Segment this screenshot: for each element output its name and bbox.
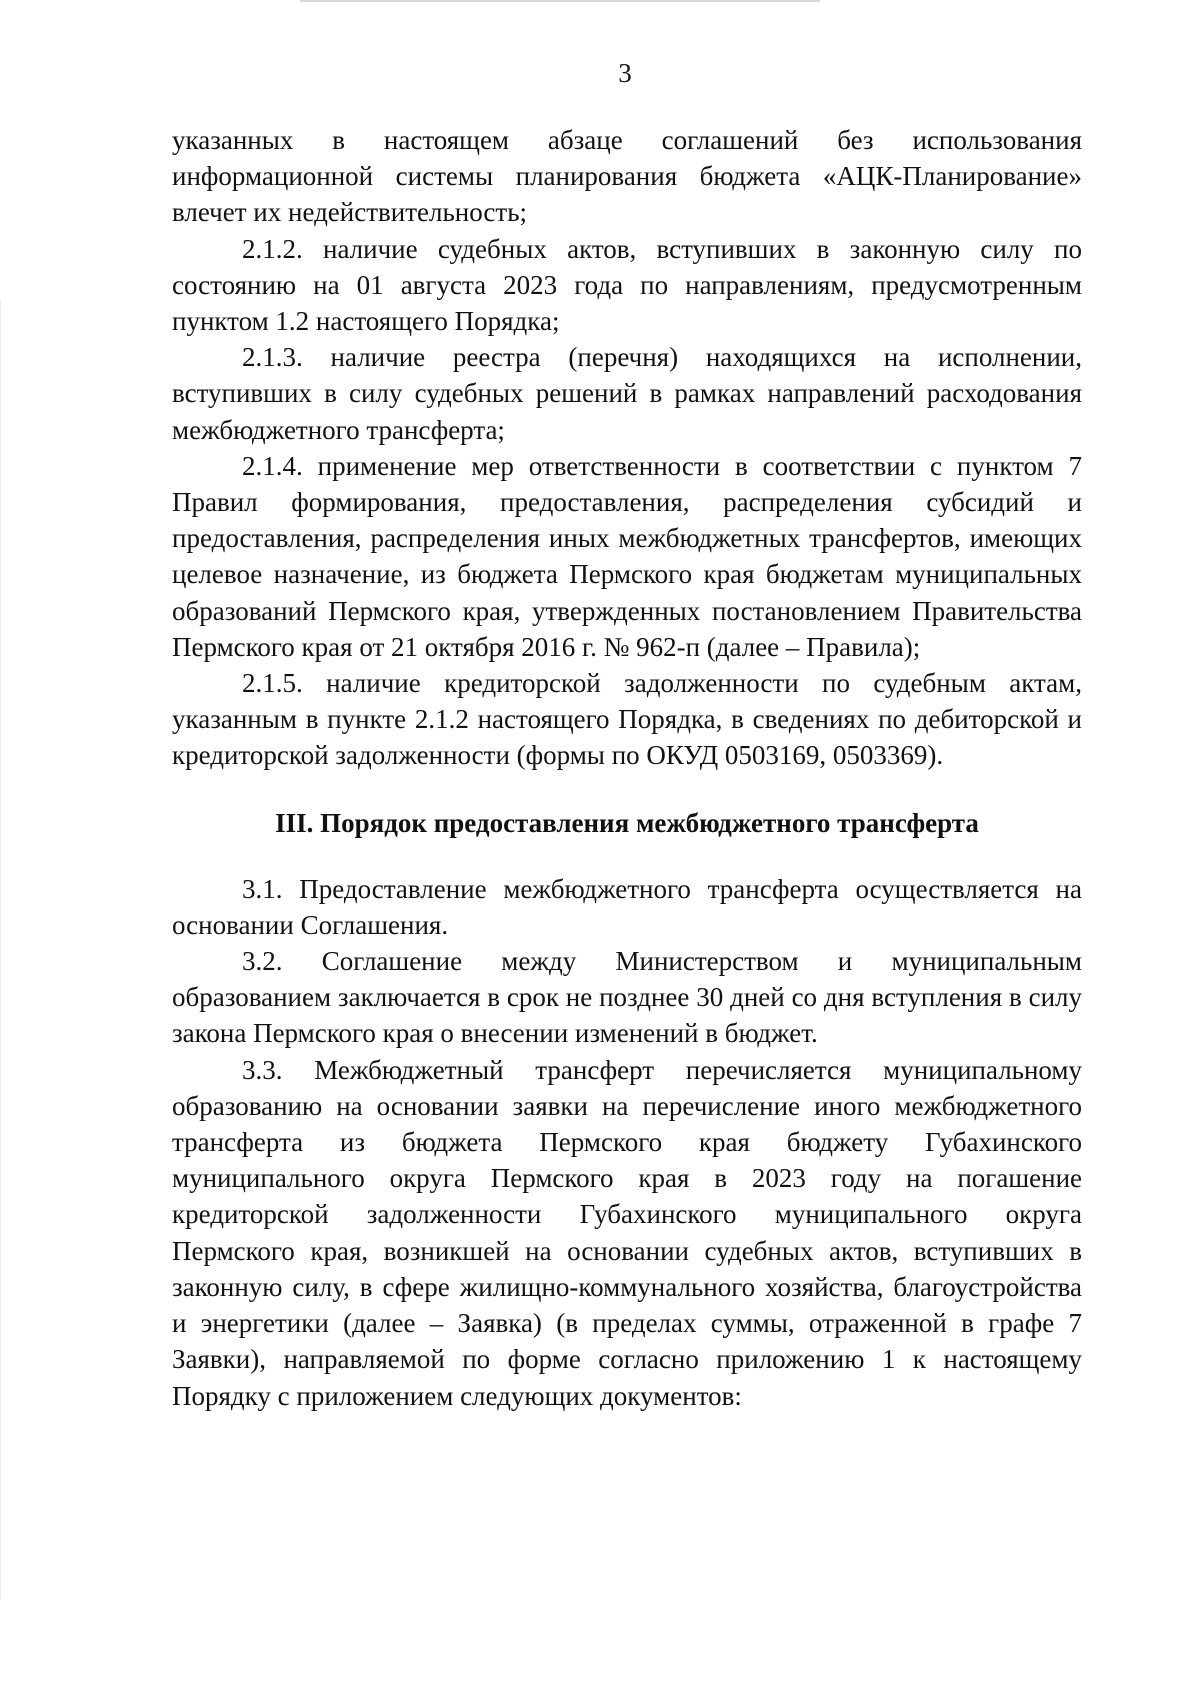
paragraph-2-1-5: 2.1.5. наличие кредиторской задолженности по судебным актам, указанным в пункте 2.1.2 настоящего Порядка, в сведениях по дебиторской и кредиторской задолженности (формы по ОКУД 0503169, 0503369).	[172, 668, 1082, 771]
paragraph-2-1-4: 2.1.4. применение мер ответственности в соответствии с пунктом 7 Правил формирования, предоставления, распределения субсидий и предоставления, распределения иных межбюджетных трансфертов, имеющих целевое назначение, из бюджета Пермского края бюджетам муниципальных образований Пермского края, утвержденных постановлением Правительства Пермского края от 21 октября 2016 г. № 962-п (далее – Правила);	[172, 450, 1082, 662]
scan-edge-top	[300, 0, 820, 2]
paragraph-3-3: 3.3. Межбюджетный трансферт перечисляется муниципальному образованию на основании заявки на перечисление иного межбюджетного трансферта из бюджета Пермского края бюджету Губахинского муниципального округа Пермского края в 2023 году на погашение кредиторской задолженности Губахинского муниципального округа Пермского края, возникшей на основании судебных актов, вступивших в законную силу, в сфере жилищно-коммунального хозяйства, благоустройства и энергетики (далее – Заявка) (в пределах суммы, отраженной в графе 7 Заявки), направляемой по форме согласно приложению 1 к настоящему Порядку с приложением следующих документов:	[172, 1054, 1082, 1411]
paragraph-2-1-2: 2.1.2. наличие судебных актов, вступивших в законную силу по состоянию на 01 августа 2023 года по направлениям, предусмотренным пунктом 1.2 настоящего Порядка;	[172, 233, 1082, 337]
scan-edge-left	[0, 300, 1, 1600]
paragraph-continuation: указанных в настоящем абзаце соглашений без использования информационной системы планирования бюджета «АЦК-Планирование» влечет их недействительность;	[172, 125, 1082, 228]
paragraph-3-2: 3.2. Соглашение между Министерством и муниципальным образованием заключается в срок не позднее 30 дней со дня вступления в силу закона Пермского края о внесении изменений в бюджет.	[172, 946, 1082, 1049]
section-heading: III. Порядок предоставления межбюджетного трансферта	[275, 807, 979, 838]
document-body	[172, 122, 1082, 1414]
page-number: 3	[618, 58, 632, 88]
paragraph-3-1: 3.1. Предоставление межбюджетного трансферта осуществляется на основании Соглашения.	[172, 873, 1082, 940]
paragraph-2-1-3: 2.1.3. наличие реестра (перечня) находящихся на исполнении, вступивших в силу судебных решений в рамках направлений расходования межбюджетного трансферта;	[172, 342, 1082, 445]
